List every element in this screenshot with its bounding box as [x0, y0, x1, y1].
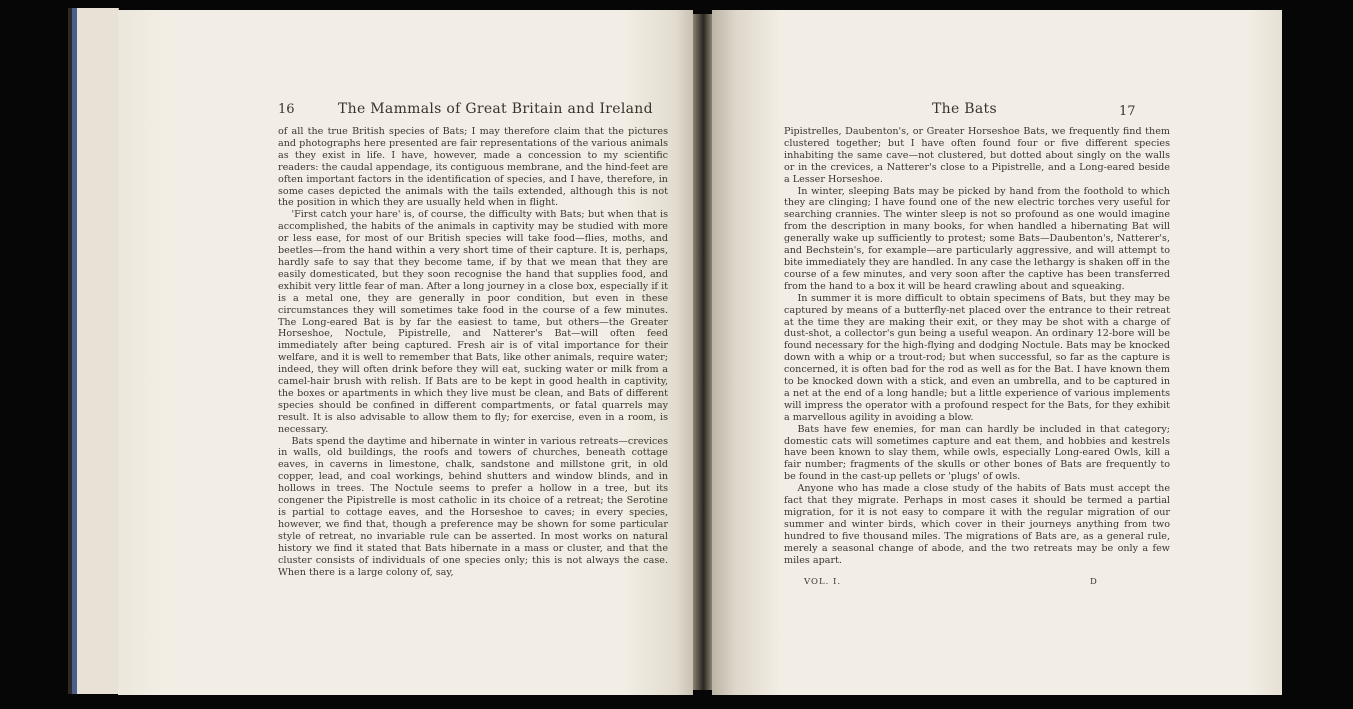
- paragraph: 'First catch your hare' is, of course, the difficulty with Bats; but when that is accomplished, the habits of the animals in captivity may be studied with more or less ease, for most of our British species will take food—flies, moths, and beetles—from the hand within a very short time of their capture. It is, perhaps, hardly safe to say that they become tame, if by that we mean that they are easily domesticated, but they soon recognise the hand that supplies food, and exhibit very little fear of man. After a long journey in a close box, especially if it is a metal one, they are generally in poor condition, but even in these circumstances they will sometimes take food in the course of a few minutes. The Long-eared Bat is by far the easiest to tame, but others—the Greater Horseshoe, Noctule, Pipistrelle, and Natterer's Bat—will often feed immediately after being captured. Fresh air is of vital importance for their welfare, and it is well to remember that Bats, like other animals, require water; indeed, they will often drink before they will eat, sucking water or milk from a camel-hair brush with relish. If Bats are to be kept in good health in captivity, the boxes or apartments in which they live must be clean, and Bats of different species should be confined in different compartments, or fatal quarrels may result. It is also advisable to allow them to fly; for exercise, even in a room, is necessary.: [278, 209, 668, 435]
- paragraph: Bats have few enemies, for man can hardly be included in that category; domestic cats will sometimes capture and eat them, and hobbies and kestrels have been known to slay them, while owls, especially Long-eared Owls, kill a fair number; fragments of the skulls or other bones of Bats are frequently to be found in the cast-up pellets or 'plugs' of owls.: [784, 423, 1170, 483]
- right-page-body: [784, 126, 1170, 567]
- paragraph: Pipistrelles, Daubenton's, or Greater Horseshoe Bats, we frequently find them clustered together; but I have often found four or five different species inhabiting the same cave—not clustered, but dotted about singly on the walls or in the crevices, a Natterer's close to a Pipistrelle, and a Long-eared beside a Lesser Horseshoe.: [784, 126, 1170, 185]
- left-page-body: [278, 126, 668, 578]
- book-gutter: [693, 14, 712, 690]
- paragraph: In summer it is more difficult to obtain specimens of Bats, but they may be captured by means of a butterfly-net placed over the entrance to their retreat at the time they are making their exit, or they may be shot with a charge of dust-shot, a collector's gun being a useful weapon. An ordinary 12-bore will be found necessary for the high-flying and dodging Noctule. Bats may be knocked down with a whip or a trout-rod; but when successful, so far as the capture is concerned, it is often bad for the rod as well as for the Bat. I have known them to be knocked down with a stick, and even an umbrella, and to be captured in a net at the end of a long handle; but a little experience of various implements will impress the operator with a profound respect for the Bats, for they exhibit a marvellous agility in avoiding a blow.: [784, 292, 1170, 423]
- volume-signature: VOL. I.: [804, 577, 842, 587]
- paragraph: In winter, sleeping Bats may be picked by hand from the foothold to which they are clinging; I have found one of the new electric torches very useful for searching crannies. The winter sleep is not so profound as one would imagine from the description in many books, for when handled a hibernating Bat will generally wake up sufficiently to protest; some Bats—Daubenton's, Natterer's, and Bechstein's, for example—are particularly aggressive, and will attempt to bite immediately they are handled. In any case the lethargy is shaken off in the course of a few minutes, and very soon after the captive has been transferred from the hand to a box it will be heard crawling about and squeaking.: [784, 185, 1170, 292]
- paragraph: Bats spend the daytime and hibernate in winter in various retreats—crevices in walls, old buildings, the roofs and towers of churches, beneath cottage eaves, in caverns in limestone, chalk, sandstone and millstone grit, in old copper, lead, and coal workings, behind shutters and window blinds, and in hollows in trees. The Noctule seems to prefer a hollow in a tree, but its congener the Pipistrelle is most catholic in its choice of a retreat; the Serotine is partial to cottage eaves, and the Horseshoe to caves; in every species, however, we find that, though a preference may be shown for some particular style of retreat, no invariable rule can be asserted. In most works on natural history we find it stated that Bats hibernate in a mass or cluster, and that the cluster consists of individuals of one species only; this is not always the case. When there is a large colony of, say,: [278, 435, 668, 578]
- right-running-title: The Bats: [932, 101, 997, 117]
- paragraph: Anyone who has made a close study of the habits of Bats must accept the fact that they migrate. Perhaps in most cases it should be termed a partial migration, for it is not easy to compare it with the regular migration of our summer and winter birds, which cover in their journeys anything from two hundred to five thousand miles. The migrations of Bats are, as a general rule, merely a seasonal change of abode, and the two retreats may be only a few miles apart.: [784, 483, 1170, 566]
- left-page: [118, 10, 693, 695]
- right-page-number: 17: [1119, 104, 1136, 119]
- right-page: [712, 10, 1282, 695]
- signature-letter: D: [1090, 577, 1098, 587]
- left-running-title: The Mammals of Great Britain and Ireland: [338, 101, 653, 117]
- paragraph: of all the true British species of Bats; I may therefore claim that the pictures and photographs here presented are fair representations of the various animals as they exist in life. I have, however, made a concession to my scientific readers: the caudal appendage, its contiguous membrane, and the hind-feet are often important factors in the identification of species, and I have, therefore, in some cases depicted the animals with the tails extended, although this is not the position in which they are usually held when in flight.: [278, 126, 668, 209]
- left-page-number: 16: [278, 102, 295, 117]
